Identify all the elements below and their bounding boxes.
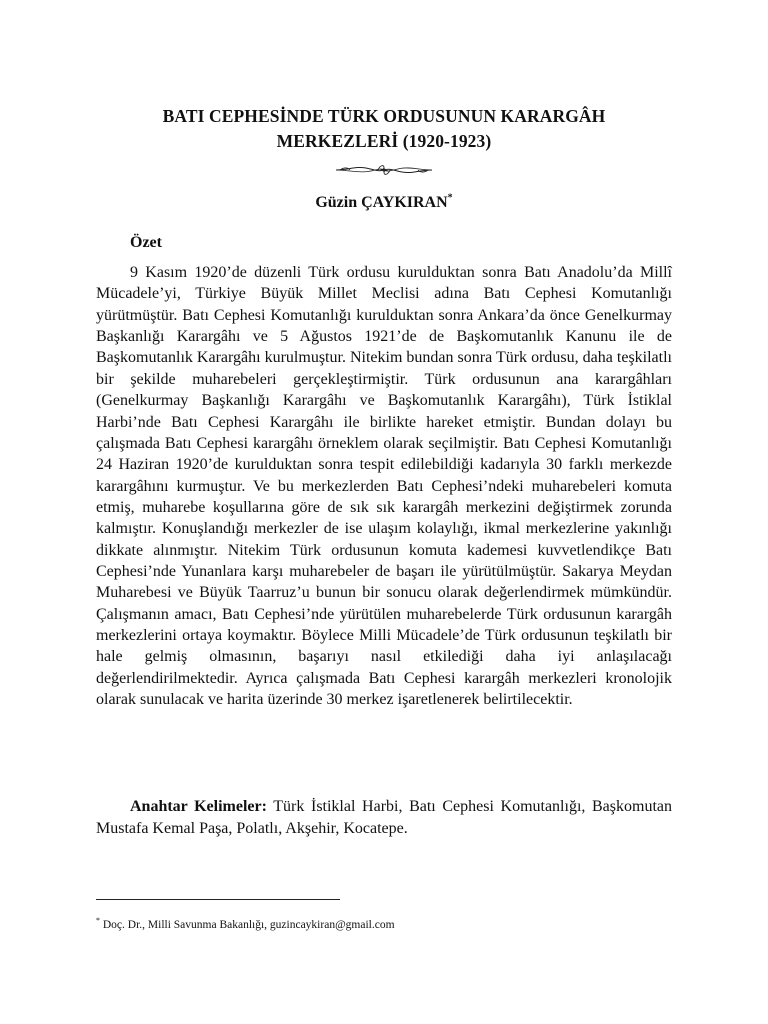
author-name: Güzin ÇAYKIRAN <box>315 194 448 211</box>
decorative-flourish-icon <box>334 162 434 178</box>
author-footnote-marker: * <box>447 192 453 204</box>
abstract-body: 9 Kasım 1920’de düzenli Türk ordusu kurulduktan sonra Batı Anadolu’da Millî Mücadele’yi, Türkiye Büyük Millet Meclisi adına Batı Cephesi Komutanlığı yürütmüştür. Batı Cephesi Komutanlığı kurulduktan sonra Ankara’da önce Genelkurmay Başkanlığı Karargâhı ve 5 Ağustos 1921’de de Başkomutanlık Kanunu ile de Başkomutanlık Karargâhı kurulmuştur. Nitekim bundan sonra Türk ordusu, daha teşkilatlı bir şekilde muharebeleri gerçekleştirmiştir. Türk ordusunun ana karargâhları (Genelkurmay Başkanlığı Karargâhı ve Başkomutanlık Karargâhı), Türk İstiklal Harbi’nde Batı Cephesi Karargâhı ile birlikte hareket etmiştir. Bundan dolayı bu çalışmada Batı Cephesi karargâhı örneklem olarak seçilmiştir. Batı Cephesi Komutanlığı 24 Haziran 1920’de kurulduktan sonra tespit edilebildiği kadarıyla 30 farklı merkezde karargâhını kurmuştur. Ve bu merkezlerden Batı Cephesi’ndeki muharebeleri komuta etmiş, muharebe koşullarına göre de sık sık karargâh merkezini değiştirmek zorunda kalmıştır. Konuşlandığı merkezler de ise ulaşım kolaylığı, ikmal merkezlerine yakınlığı dikkate alınmıştır. Nitekim Türk ordusunun komuta kademesi kuvvetlendikçe Batı Cephesi’nde Yunanlara karşı muharebeler de başarı ile yürütülmüştür. Sakarya Meydan Muharebesi ve Büyük Taarruz’u bunun bir sonucu olarak değerlendirmek mümkündür. Çalışmanın amacı, Batı Cephesi’nde yürütülen muharebelerde Türk ordusunun karargâh merkezlerini ortaya koymaktır. Böylece Milli Mücadele’de Türk ordusunun teşkilatlı bir hale gelmiş olmasının, başarıyı nasıl etkilediği daha iyi anlaşılacağı değerlendirilmektedir. Ayrıca çalışmada Batı Cephesi karargâh merkezleri kronolojik olarak sunulacak ve harita üzerinde 30 merkez işaretlenerek belirtilecektir. <box>96 264 672 709</box>
article-title-line-2: MERKEZLERİ (1920-1923) <box>276 131 492 151</box>
keywords-paragraph <box>96 796 672 839</box>
abstract-heading: Özet <box>130 234 162 251</box>
article-title <box>96 104 672 154</box>
keywords-text: Türk İstiklal Harbi, Batı Cephesi Komutanlığı, Başkomutan Mustafa Kemal Paşa, Polatlı, Akşehir, Kocatepe. <box>96 798 672 837</box>
footnote <box>96 918 395 932</box>
author-line <box>96 193 672 213</box>
footnote-text: Doç. Dr., Milli Savunma Bakanlığı, guzincaykiran@gmail.com <box>100 919 395 931</box>
article-title-line-1: BATI CEPHESİNDE TÜRK ORDUSUNUN KARARGÂH <box>162 106 606 126</box>
keywords-label: Anahtar Kelimeler: <box>130 798 267 815</box>
footnote-marker: * <box>96 916 100 926</box>
footnote-divider <box>96 899 340 900</box>
